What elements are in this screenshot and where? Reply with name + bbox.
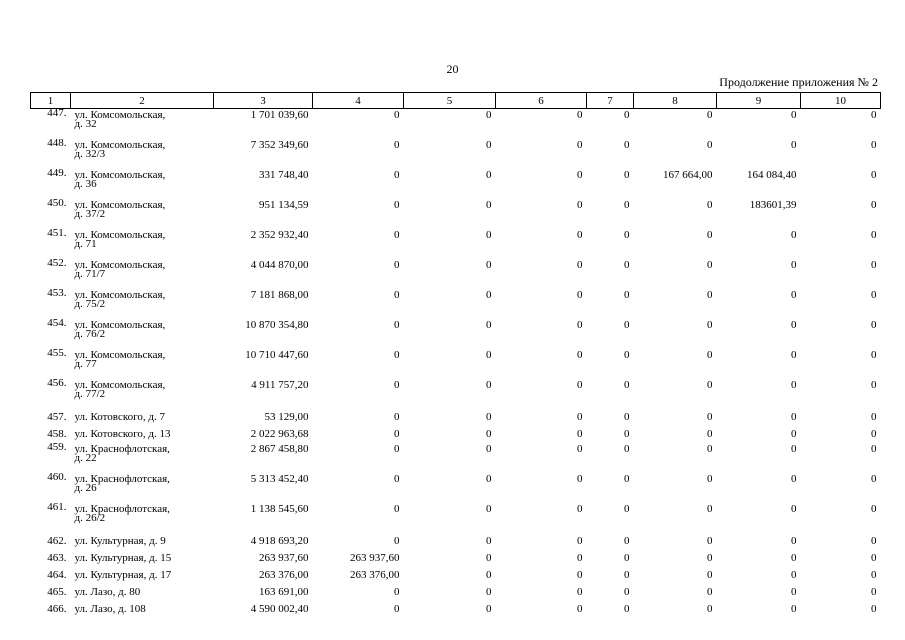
address-cell	[71, 169, 214, 199]
row-number: 453.	[47, 287, 67, 299]
value-cell-7: 0	[624, 535, 630, 547]
value-cell-5: 0	[486, 259, 492, 271]
row-number: 466.	[47, 603, 67, 615]
address-line-1: ул. Котовского, д. 13	[74, 428, 171, 440]
address-line-1: ул. Комсомольская,	[74, 349, 166, 361]
address-cell	[71, 567, 214, 584]
table-row	[31, 409, 881, 426]
continuation-label: Продолжение приложения № 2	[719, 75, 878, 89]
address-line-2: д. 36	[74, 178, 97, 190]
value-cell-6: 0	[577, 109, 583, 121]
value-cell-4: 0	[394, 473, 400, 485]
value-cell-5: 0	[486, 109, 492, 121]
value-cell-3: 951 134,59	[259, 199, 309, 211]
value-cell-5: 0	[486, 603, 492, 615]
value-cell-3: 263 937,60	[259, 552, 309, 564]
value-cell-9: 0	[791, 319, 797, 331]
address-cell	[71, 409, 214, 426]
column-header-6: 6	[496, 93, 587, 109]
value-cell-5: 0	[486, 503, 492, 515]
value-cell-3: 7 181 868,00	[250, 289, 309, 301]
value-cell-8: 0	[707, 229, 713, 241]
address-line-2: д. 22	[74, 452, 97, 464]
value-cell-7: 0	[624, 169, 630, 181]
value-cell-10: 0	[871, 199, 877, 211]
row-number: 449.	[47, 167, 67, 179]
value-cell-3: 53 129,00	[264, 411, 309, 423]
value-cell-3: 163 691,00	[259, 586, 309, 598]
value-cell-9: 0	[791, 259, 797, 271]
value-cell-4: 0	[394, 259, 400, 271]
address-cell	[71, 349, 214, 379]
address-cell	[71, 426, 214, 443]
value-cell-8: 0	[707, 473, 713, 485]
value-cell-6: 0	[577, 411, 583, 423]
value-cell-7: 0	[624, 139, 630, 151]
value-cell-6: 0	[577, 169, 583, 181]
value-cell-9: 0	[791, 379, 797, 391]
value-cell-9: 0	[791, 503, 797, 515]
value-cell-5: 0	[486, 229, 492, 241]
address-line-1: ул. Лазо, д. 108	[74, 603, 146, 615]
table-row	[31, 229, 881, 259]
row-number: 459.	[47, 441, 67, 453]
value-cell-10: 0	[871, 473, 877, 485]
value-cell-4: 0	[394, 586, 400, 598]
value-cell-3: 2 022 963,68	[250, 428, 309, 440]
address-cell	[71, 259, 214, 289]
value-cell-3: 2 352 932,40	[250, 229, 309, 241]
value-cell-3: 4 918 693,20	[250, 535, 309, 547]
address-cell	[71, 229, 214, 259]
value-cell-5: 0	[486, 411, 492, 423]
table-row	[31, 259, 881, 289]
address-line-2: д. 37/2	[74, 208, 106, 220]
value-cell-6: 0	[577, 552, 583, 564]
value-cell-9: 0	[791, 569, 797, 581]
table-row	[31, 443, 881, 473]
value-cell-10: 0	[871, 169, 877, 181]
row-number: 465.	[47, 586, 67, 598]
value-cell-5: 0	[486, 169, 492, 181]
address-line-2: д. 77/2	[74, 388, 106, 400]
value-cell-6: 0	[577, 319, 583, 331]
table-row	[31, 533, 881, 550]
value-cell-4: 263 376,00	[350, 569, 400, 581]
row-number: 450.	[47, 197, 67, 209]
value-cell-10: 0	[871, 259, 877, 271]
column-header-5: 5	[404, 93, 496, 109]
value-cell-8: 0	[707, 289, 713, 301]
address-cell	[71, 319, 214, 349]
value-cell-7: 0	[624, 603, 630, 615]
value-cell-5: 0	[486, 552, 492, 564]
address-line-1: ул. Комсомольская,	[74, 139, 166, 151]
value-cell-7: 0	[624, 319, 630, 331]
value-cell-9: 0	[791, 229, 797, 241]
address-line-2: д. 76/2	[74, 328, 106, 340]
value-cell-9: 0	[791, 473, 797, 485]
address-line-1: ул. Краснофлотская,	[74, 473, 170, 485]
table-row	[31, 601, 881, 618]
value-cell-6: 0	[577, 139, 583, 151]
value-cell-6: 0	[577, 473, 583, 485]
value-cell-7: 0	[624, 411, 630, 423]
value-cell-8: 0	[707, 569, 713, 581]
address-line-2: д. 26/2	[74, 512, 106, 524]
row-number: 457.	[47, 411, 67, 423]
table-row	[31, 169, 881, 199]
address-cell	[71, 550, 214, 567]
address-cell	[71, 109, 214, 140]
value-cell-9: 0	[791, 603, 797, 615]
table-row	[31, 199, 881, 229]
value-cell-3: 1 138 545,60	[250, 503, 309, 515]
value-cell-6: 0	[577, 428, 583, 440]
table-row	[31, 319, 881, 349]
value-cell-8: 0	[707, 535, 713, 547]
value-cell-10: 0	[871, 349, 877, 361]
value-cell-7: 0	[624, 199, 630, 211]
value-cell-5: 0	[486, 349, 492, 361]
value-cell-3: 7 352 349,60	[250, 139, 309, 151]
value-cell-4: 0	[394, 443, 400, 455]
value-cell-8: 0	[707, 139, 713, 151]
address-line-2: д. 71/7	[74, 268, 106, 280]
value-cell-6: 0	[577, 443, 583, 455]
address-cell	[71, 533, 214, 550]
table-row	[31, 139, 881, 169]
value-cell-8: 167 664,00	[663, 169, 713, 181]
table-row	[31, 503, 881, 533]
value-cell-10: 0	[871, 535, 877, 547]
value-cell-10: 0	[871, 109, 877, 121]
value-cell-10: 0	[871, 411, 877, 423]
value-cell-7: 0	[624, 586, 630, 598]
value-cell-7: 0	[624, 259, 630, 271]
address-line-1: ул. Культурная, д. 17	[74, 569, 172, 581]
column-header-1: 1	[31, 93, 71, 109]
value-cell-9: 0	[791, 535, 797, 547]
value-cell-5: 0	[486, 569, 492, 581]
value-cell-4: 0	[394, 169, 400, 181]
value-cell-6: 0	[577, 569, 583, 581]
row-number: 447.	[47, 107, 67, 119]
value-cell-8: 0	[707, 428, 713, 440]
row-number: 448.	[47, 137, 67, 149]
value-cell-4: 263 937,60	[350, 552, 400, 564]
address-cell	[71, 473, 214, 503]
row-number: 464.	[47, 569, 67, 581]
address-cell	[71, 503, 214, 533]
value-cell-10: 0	[871, 379, 877, 391]
row-number: 461.	[47, 501, 67, 513]
value-cell-6: 0	[577, 349, 583, 361]
row-number: 454.	[47, 317, 67, 329]
value-cell-7: 0	[624, 109, 630, 121]
address-cell	[71, 199, 214, 229]
value-cell-4: 0	[394, 379, 400, 391]
value-cell-4: 0	[394, 603, 400, 615]
value-cell-7: 0	[624, 569, 630, 581]
value-cell-4: 0	[394, 503, 400, 515]
value-cell-4: 0	[394, 428, 400, 440]
value-cell-10: 0	[871, 443, 877, 455]
value-cell-6: 0	[577, 503, 583, 515]
value-cell-10: 0	[871, 319, 877, 331]
value-cell-10: 0	[871, 552, 877, 564]
column-header-2: 2	[71, 93, 214, 109]
value-cell-9: 0	[791, 443, 797, 455]
address-line-1: ул. Культурная, д. 9	[74, 535, 166, 547]
value-cell-5: 0	[486, 473, 492, 485]
value-cell-3: 4 044 870,00	[250, 259, 309, 271]
row-number: 458.	[47, 428, 67, 440]
value-cell-8: 0	[707, 319, 713, 331]
address-line-1: ул. Комсомольская,	[74, 229, 166, 241]
address-line-1: ул. Культурная, д. 15	[74, 552, 172, 564]
address-line-1: ул. Краснофлотская,	[74, 443, 170, 455]
address-line-1: ул. Комсомольская,	[74, 379, 166, 391]
value-cell-9: 0	[791, 411, 797, 423]
address-line-2: д. 71	[74, 238, 97, 250]
column-header-3: 3	[214, 93, 313, 109]
value-cell-5: 0	[486, 428, 492, 440]
address-line-1: ул. Комсомольская,	[74, 169, 166, 181]
row-number: 455.	[47, 347, 67, 359]
address-line-1: ул. Краснофлотская,	[74, 503, 170, 515]
value-cell-9: 183601,39	[749, 199, 797, 211]
value-cell-8: 0	[707, 259, 713, 271]
value-cell-7: 0	[624, 349, 630, 361]
address-line-1: ул. Комсомольская,	[74, 259, 166, 271]
header-row	[31, 93, 881, 109]
table-row	[31, 109, 881, 140]
address-cell	[71, 443, 214, 473]
address-line-1: ул. Комсомольская,	[74, 199, 166, 211]
address-cell	[71, 601, 214, 618]
address-line-1: ул. Комсомольская,	[74, 319, 166, 331]
value-cell-9: 0	[791, 289, 797, 301]
address-line-1: ул. Котовского, д. 7	[74, 411, 165, 423]
value-cell-3: 5 313 452,40	[250, 473, 309, 485]
value-cell-6: 0	[577, 259, 583, 271]
table-body	[31, 109, 881, 619]
value-cell-7: 0	[624, 503, 630, 515]
value-cell-3: 2 867 458,80	[250, 443, 309, 455]
address-cell	[71, 379, 214, 409]
value-cell-3: 4 590 002,40	[250, 603, 309, 615]
value-cell-10: 0	[871, 569, 877, 581]
value-cell-3: 331 748,40	[259, 169, 309, 181]
row-number: 451.	[47, 227, 67, 239]
value-cell-3: 1 701 039,60	[250, 109, 309, 121]
value-cell-9: 0	[791, 552, 797, 564]
page-number: 20	[446, 62, 459, 76]
value-cell-5: 0	[486, 139, 492, 151]
value-cell-9: 0	[791, 428, 797, 440]
value-cell-4: 0	[394, 349, 400, 361]
value-cell-9: 164 084,40	[747, 169, 797, 181]
value-cell-9: 0	[791, 586, 797, 598]
value-cell-7: 0	[624, 473, 630, 485]
table-row	[31, 567, 881, 584]
column-header-4: 4	[313, 93, 404, 109]
value-cell-5: 0	[486, 199, 492, 211]
value-cell-8: 0	[707, 199, 713, 211]
value-cell-10: 0	[871, 603, 877, 615]
value-cell-8: 0	[707, 411, 713, 423]
value-cell-10: 0	[871, 139, 877, 151]
address-line-1: ул. Комсомольская,	[74, 109, 166, 121]
table-row	[31, 426, 881, 443]
table-row	[31, 473, 881, 503]
value-cell-7: 0	[624, 428, 630, 440]
value-cell-8: 0	[707, 349, 713, 361]
value-cell-6: 0	[577, 379, 583, 391]
address-line-1: ул. Комсомольская,	[74, 289, 166, 301]
value-cell-8: 0	[707, 379, 713, 391]
value-cell-8: 0	[707, 503, 713, 515]
address-cell	[71, 584, 214, 601]
value-cell-10: 0	[871, 289, 877, 301]
table-row	[31, 550, 881, 567]
value-cell-10: 0	[871, 503, 877, 515]
value-cell-5: 0	[486, 379, 492, 391]
address-line-2: д. 32/3	[74, 148, 106, 160]
value-cell-8: 0	[707, 552, 713, 564]
value-cell-8: 0	[707, 586, 713, 598]
value-cell-5: 0	[486, 443, 492, 455]
value-cell-8: 0	[707, 603, 713, 615]
value-cell-8: 0	[707, 443, 713, 455]
value-cell-6: 0	[577, 229, 583, 241]
value-cell-5: 0	[486, 586, 492, 598]
column-header-8: 8	[634, 93, 717, 109]
value-cell-3: 10 870 354,80	[245, 319, 309, 331]
value-cell-9: 0	[791, 349, 797, 361]
value-cell-4: 0	[394, 289, 400, 301]
data-table	[30, 92, 881, 618]
value-cell-4: 0	[394, 229, 400, 241]
address-line-2: д. 75/2	[74, 298, 106, 310]
value-cell-5: 0	[486, 289, 492, 301]
row-number: 452.	[47, 257, 67, 269]
value-cell-7: 0	[624, 552, 630, 564]
value-cell-6: 0	[577, 586, 583, 598]
value-cell-3: 4 911 757,20	[251, 379, 309, 391]
value-cell-6: 0	[577, 289, 583, 301]
address-line-2: д. 26	[74, 482, 97, 494]
value-cell-6: 0	[577, 535, 583, 547]
value-cell-7: 0	[624, 229, 630, 241]
table-row	[31, 584, 881, 601]
table-row	[31, 379, 881, 409]
row-number: 463.	[47, 552, 67, 564]
column-header-7: 7	[587, 93, 634, 109]
value-cell-5: 0	[486, 319, 492, 331]
value-cell-7: 0	[624, 289, 630, 301]
column-header-10: 10	[801, 93, 881, 109]
value-cell-6: 0	[577, 603, 583, 615]
value-cell-9: 0	[791, 109, 797, 121]
value-cell-10: 0	[871, 229, 877, 241]
value-cell-5: 0	[486, 535, 492, 547]
value-cell-3: 263 376,00	[259, 569, 309, 581]
address-line-2: д. 77	[74, 358, 97, 370]
row-number: 462.	[47, 535, 67, 547]
table-row	[31, 349, 881, 379]
address-line-1: ул. Лазо, д. 80	[74, 586, 141, 598]
value-cell-4: 0	[394, 139, 400, 151]
value-cell-4: 0	[394, 109, 400, 121]
value-cell-10: 0	[871, 586, 877, 598]
value-cell-6: 0	[577, 199, 583, 211]
column-header-9: 9	[717, 93, 801, 109]
address-cell	[71, 139, 214, 169]
row-number: 456.	[47, 377, 67, 389]
value-cell-4: 0	[394, 199, 400, 211]
value-cell-4: 0	[394, 535, 400, 547]
value-cell-3: 10 710 447,60	[245, 349, 309, 361]
value-cell-4: 0	[394, 319, 400, 331]
value-cell-8: 0	[707, 109, 713, 121]
table-row	[31, 289, 881, 319]
value-cell-7: 0	[624, 443, 630, 455]
address-cell	[71, 289, 214, 319]
value-cell-10: 0	[871, 428, 877, 440]
value-cell-4: 0	[394, 411, 400, 423]
address-line-2: д. 32	[74, 118, 97, 130]
value-cell-9: 0	[791, 139, 797, 151]
value-cell-7: 0	[624, 379, 630, 391]
row-number: 460.	[47, 471, 67, 483]
